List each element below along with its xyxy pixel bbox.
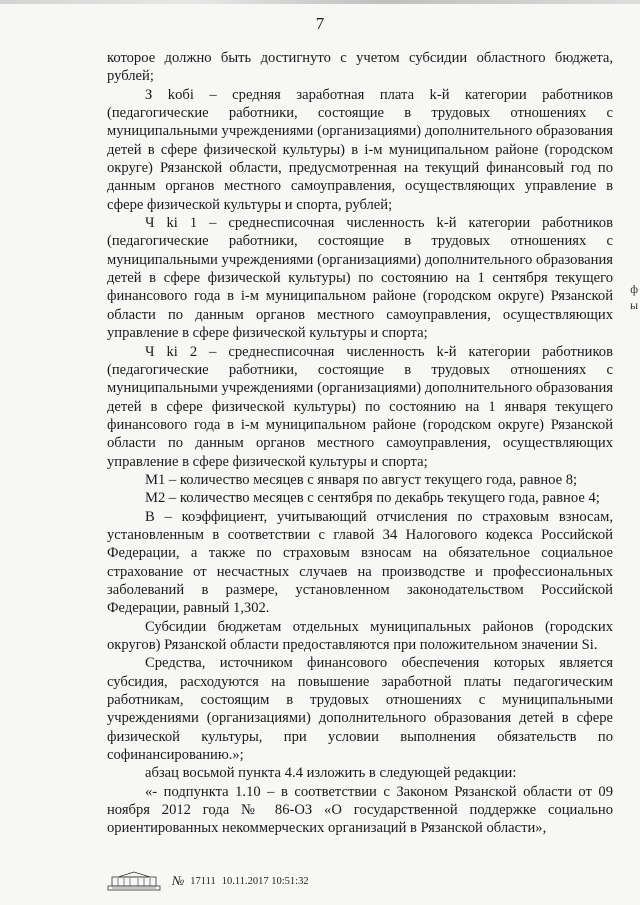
doc-number: 17111 — [190, 875, 216, 887]
document-body — [107, 49, 613, 838]
paragraph: «- подпункта 1.10 – в соответствии с Законом Рязанской области от 09 ноября 2012 года № 86-ОЗ «О государственной поддержке социально ориентированных некоммерческих организаций в Рязанской области», — [107, 783, 613, 837]
paragraph: абзац восьмой пункта 4.4 изложить в следующей редакции: — [145, 765, 517, 782]
paragraph: Субсидии бюджетам отдельных муниципальных районов (городских округов) Рязанской области предоставляются при положительном значении Si. — [107, 618, 613, 653]
paragraph: Средства, источником финансового обеспечения которых является субсидия, расходуются на повышение заработной платы педагогическим работникам, состоящим в трудовых отношениях с муниципальными учреждениями (организациями) дополнительного образования детей в сфере физической культуры, при условии выполнения обязательств по софинансированию.»; — [107, 655, 613, 764]
registration-datetime: 10.11.2017 10:51:32 — [221, 875, 309, 887]
margin-mark: ф — [630, 282, 638, 296]
paragraph: В – коэффициент, учитывающий отчисления по страховым взносам, установленным в соответствии с главой 34 Налогового кодекса Российской Федерации, а также по страховым взносам на обязательное социальное страхование от несчастных случаев на производстве и профессиональных заболеваний в размере, установленном законодательством Российской Федерации, равный 1,302. — [107, 508, 613, 617]
paragraph: З kобі – средняя заработная плата k-й категории работников (педагогические работники, состоящие в трудовых отношениях с муниципальными учреждениями (организациями) дополнительного образования детей в сфере физической культуры) в і-м муниципальном районе (городском округе) Рязанской области, предусмотренная на текущий финансовый год по данным органов местного самоуправления, осуществляющих управление в сфере физической культуры и спорта, рублей; — [107, 86, 613, 213]
paragraph: которое должно быть достигнуто с учетом субсидии областного бюджета, рублей; — [107, 50, 613, 85]
margin-mark: ы — [629, 298, 638, 312]
paragraph: М2 – количество месяцев с сентября по декабрь текущего года, равное 4; — [145, 490, 600, 507]
registration-stamp — [104, 870, 309, 892]
building-logo-icon — [104, 871, 164, 891]
number-sign: № — [172, 873, 185, 888]
page-number: 7 — [315, 14, 325, 33]
paragraph: Ч ki 1 – среднесписочная численность k-й категории работников (педагогические работники, состоящие в трудовых отношениях с муниципальными учреждениями (организациями) дополнительного образования детей в сфере физической культуры) по состоянию на 1 сентября текущего финансового года в і-м муниципальном районе (городском округе) Рязанской области по данным органов местного самоуправления, осуществляющих управление в сфере физической культуры и спорта; — [107, 215, 613, 342]
registration-info — [172, 873, 309, 889]
paragraph: М1 – количество месяцев с января по август текущего года, равное 8; — [145, 471, 578, 488]
paragraph: Ч ki 2 – среднесписочная численность k-й категории работников (педагогические работники, состоящие в трудовых отношениях с муниципальными учреждениями (организациями) дополнительного образования детей в сфере физической культуры) по состоянию на 1 января текущего финансового года в і-м муниципальном районе (городском округе) Рязанской области по данным органов местного самоуправления, осуществляющих управление в сфере физической культуры и спорта; — [107, 343, 613, 470]
scan-edge — [0, 0, 640, 4]
